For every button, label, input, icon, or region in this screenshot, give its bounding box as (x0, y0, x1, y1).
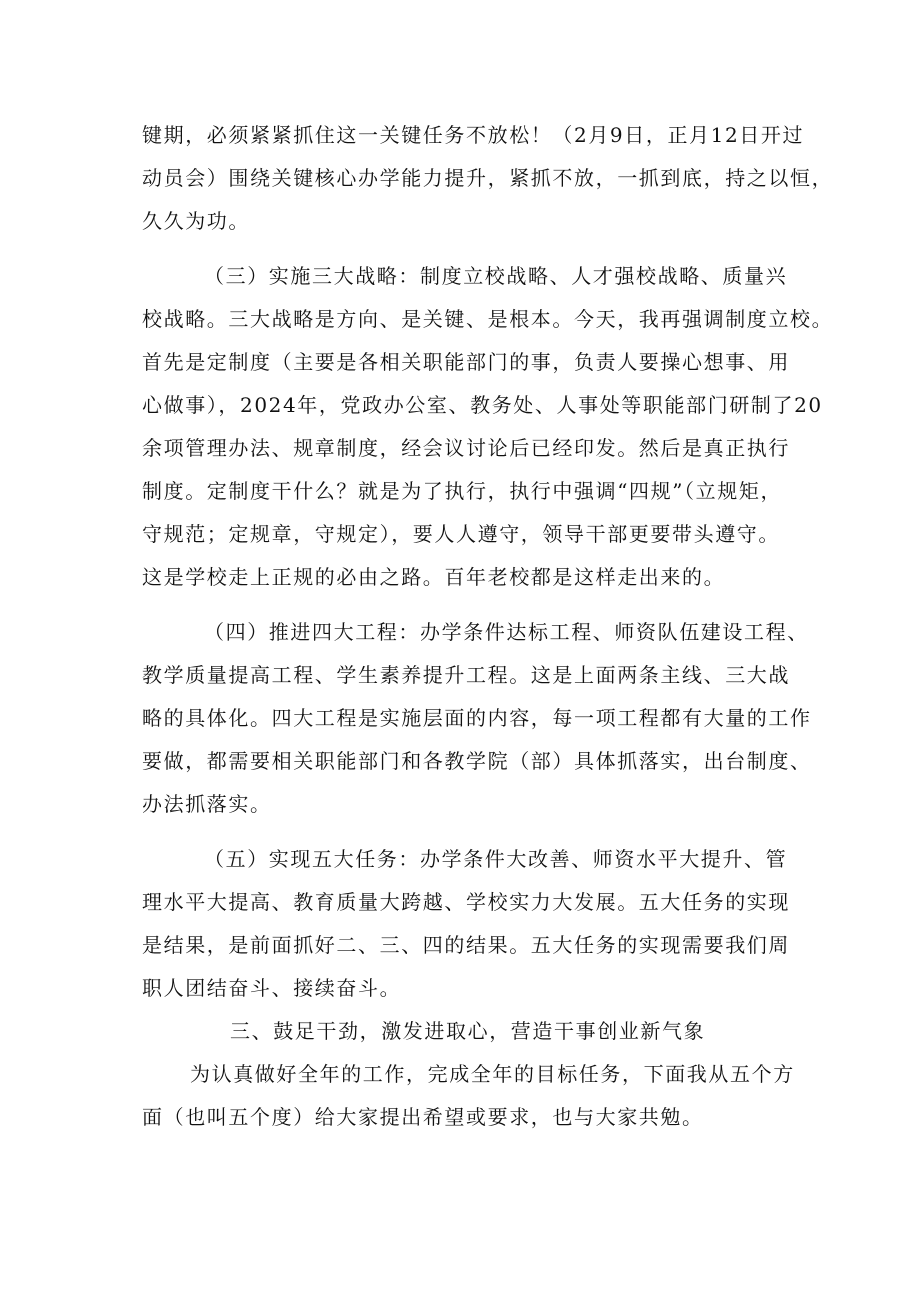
document-body (142, 114, 834, 1139)
section-heading: 三、鼓足干劲，激发进取心，营造干事创业新气象 (230, 1019, 706, 1043)
text-line: 面（也叫五个度）给大家提出希望或要求，也与大家共勉。 (142, 1105, 704, 1129)
text-line: 理水平大提高、教育质量大跨越、学校实力大发展。五大任务的实现 (142, 890, 790, 914)
text-line: 余项管理办法、规章制度，经会议讨论后已经印发。然后是真正执行 (142, 436, 790, 460)
paragraph-four-projects (142, 611, 812, 826)
text-line: 守规范；定规章，守规定），要人人遵守，领导干部更要带头遵守。 (142, 522, 780, 546)
text-line: 要做，都需要相关职能部门和各教学院（部）具体抓落实，出台制度、 (142, 749, 812, 773)
text-line: 首先是定制度（主要是各相关职能部门的事，负责人要操心想事、用 (142, 350, 790, 374)
text-line: 为认真做好全年的工作，完成全年的目标任务，下面我从五个方 (190, 1062, 795, 1086)
text-line: 这是学校走上正规的必由之路。百年老校都是这样走出来的。 (142, 565, 726, 589)
text-line: 心做事），2024年，党政办公室、教务处、人事处等职能部门研制了20 (142, 393, 823, 417)
text-line: 略的具体化。四大工程是实施层面的内容，每一项工程都有大量的工作 (142, 706, 812, 730)
text-line: （五）实现五大任务：办学条件大改善、师资水平大提升、管 (204, 847, 788, 871)
paragraph-three-strategies (142, 255, 834, 599)
paragraph-five-tasks (142, 838, 802, 1010)
text-line: 办法抓落实。 (142, 792, 272, 816)
text-line: 键期，必须紧紧抓住这一关键任务不放松！（2月9日，正月12日开过 (142, 123, 805, 147)
text-line: 职人团结奋斗、接续奋斗。 (142, 976, 402, 1000)
paragraph-continuation (142, 114, 834, 243)
text-line: 久久为功。 (142, 209, 250, 233)
text-line: （四）推进四大工程：办学条件达标工程、师资队伍建设工程、 (204, 620, 809, 644)
text-line: 教学质量提高工程、学生素养提升工程。这是上面两条主线、三大战 (142, 663, 790, 687)
text-line: 动员会）围绕关键核心办学能力提升，紧抓不放，一抓到底，持之以恒， (142, 166, 834, 190)
paragraph-final (142, 1053, 802, 1139)
text-line: 校战略。三大战略是方向、是关键、是根本。今天，我再强调制度立校。 (142, 307, 834, 331)
text-line: 制度。定制度干什么？就是为了执行，执行中强调“四规”（立规矩， (142, 479, 783, 503)
text-line: 是结果，是前面抓好二、三、四的结果。五大任务的实现需要我们周 (142, 933, 790, 957)
text-line: （三）实施三大战略：制度立校战略、人才强校战略、质量兴 (204, 264, 788, 288)
